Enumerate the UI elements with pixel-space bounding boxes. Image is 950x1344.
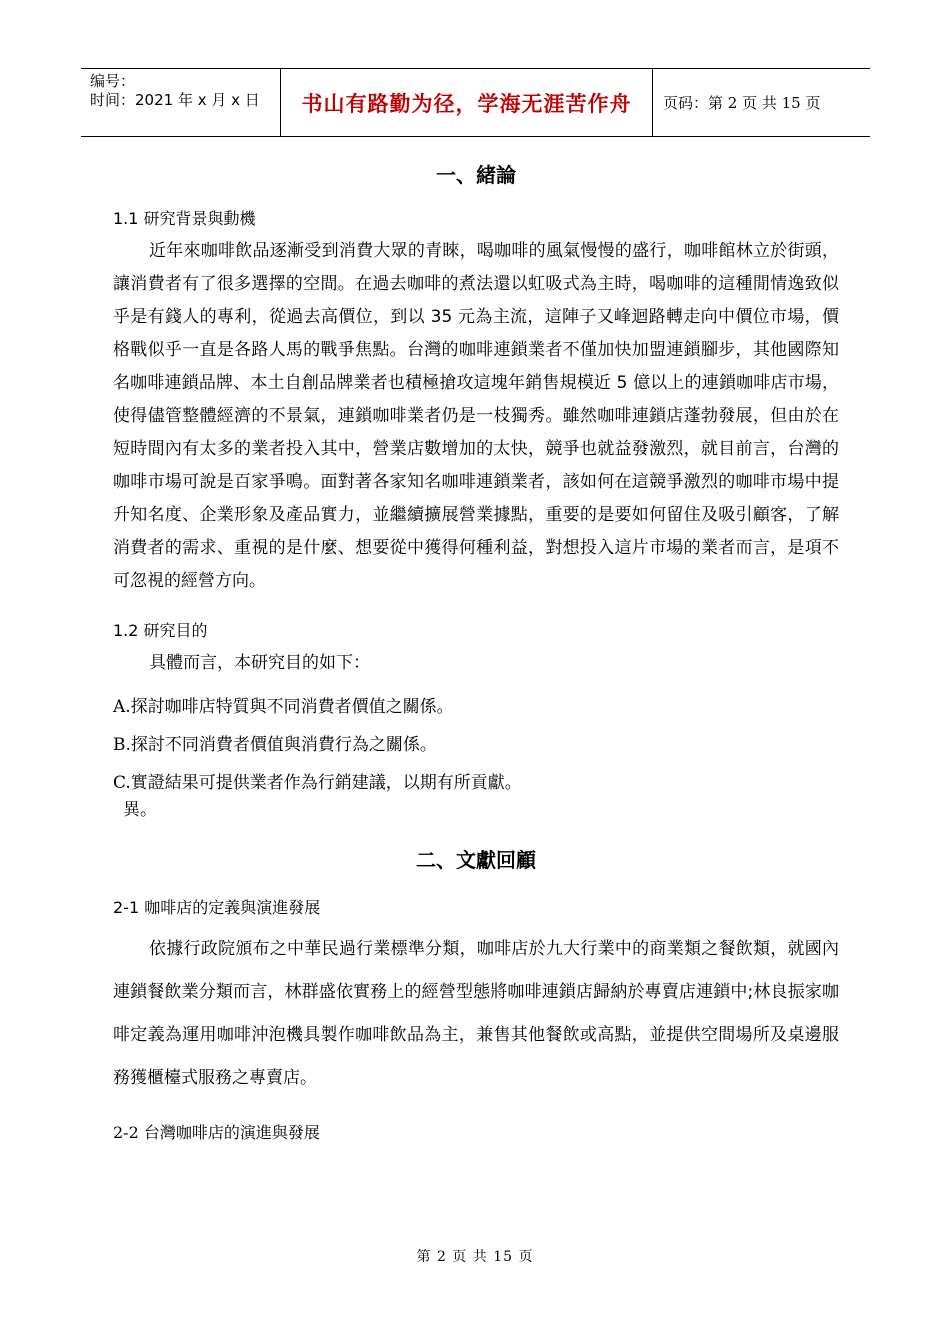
- list-item: A.探討咖啡店特質與不同消費者價值之關係。: [113, 697, 454, 717]
- list-item: B.探討不同消費者價值與消費行為之關係。: [113, 735, 437, 755]
- header-motto: 书山有路勤为径，学海无涯苦作舟: [301, 91, 632, 116]
- subsection-heading: 1.1 研究背景與動機: [113, 209, 256, 228]
- header-page-cell: [653, 69, 870, 136]
- page-header: [81, 68, 870, 137]
- page-footer: 第 2 页 共 15 页: [416, 1249, 534, 1265]
- number-label: 编号：: [90, 72, 136, 90]
- time-label: 时间：2021 年 x 月 x 日: [90, 91, 260, 109]
- document-body: [113, 155, 839, 1143]
- page-label: 页码：第 2 页 共 15 页: [663, 94, 821, 112]
- header-motto-cell: [280, 69, 653, 136]
- paragraph-definition: 依據行政院頒布之中華民過行業標準分類，咖啡店於九大行業中的商業類之餐飲類，就國內連鎖餐飲業分類而言，林群盛依實務上的經營型態將咖啡連鎖店歸納於專賣店連鎖中;林良振家咖啡定義為運用咖啡沖泡機具製作咖啡飲品為主，兼售其他餐飲或高點，並提供空間場所及桌邊服務獲櫃檯式服務之專賣店。: [113, 939, 839, 1088]
- subsection-heading: 2-2 台灣咖啡店的演進與發展: [113, 1123, 320, 1142]
- header-info: [81, 69, 280, 136]
- section-title-intro: 一、緒論: [436, 163, 516, 187]
- subsection-heading: 1.2 研究目的: [113, 621, 208, 640]
- section-title-literature: 二、文獻回顧: [416, 848, 536, 872]
- list-item: C.實證結果可提供業者作為行銷建議，以期有所貢獻。: [113, 773, 522, 793]
- paragraph-background: 近年來咖啡飲品逐漸受到消費大眾的青睞，喝咖啡的風氣慢慢的盛行，咖啡館林立於街頭，讓消費者有了很多選擇的空間。在過去咖啡的煮法還以虹吸式為主時，喝咖啡的這種閒情逸致似乎是有錢人的專利，從過去高價位，到以 35 元為主流，這陣子又峰迴路轉走向中價位市場，價格戰似乎一直是各路人馬的戰爭焦點。台灣的咖啡連鎖業者不僅加快加盟連鎖腳步，其他國際知名咖啡連鎖品牌、本土自創品牌業者也積極搶攻這塊年銷售規模近 5 億以上的連鎖咖啡店市場，使得儘管整體經濟的不景氣，連鎖咖啡業者仍是一枝獨秀。雖然咖啡連鎖店蓬勃發展，但由於在短時間內有太多的業者投入其中，營業店數增加的太快，競爭也就益發激烈，就目前言，台灣的咖啡市場可說是百家爭鳴。面對著各家知名咖啡連鎖業者，該如何在這競爭激烈的咖啡市場中提升知名度、企業形象及產品實力，並繼續擴展營業據點，重要的是要如何留住及吸引顧客，了解消費者的需求、重視的是什麼、想要從中獲得何種利益，對想投入這片市場的業者而言，是項不可忽視的經營方向。: [113, 241, 839, 591]
- paragraph-intro: 具體而言，本研究目的如下：: [149, 653, 370, 673]
- trailing-text: 異。: [123, 800, 157, 820]
- subsection-heading: 2-1 咖啡店的定義與演進發展: [113, 898, 321, 917]
